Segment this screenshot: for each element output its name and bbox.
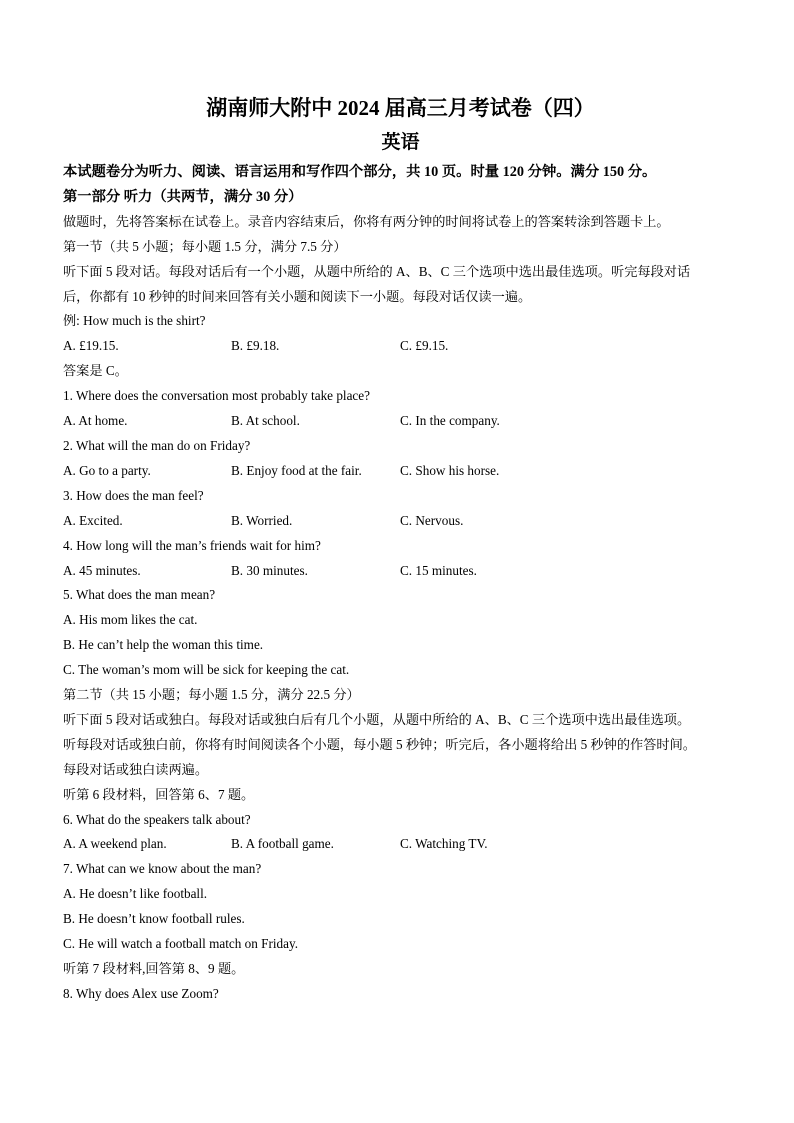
option-b: B. Worried. <box>231 512 293 528</box>
example-question: 例: How much is the shirt? <box>63 313 206 329</box>
section2-instruction-line3: 每段对话或独白读两遍。 <box>63 761 209 777</box>
section2-instruction-line2: 听每段对话或独白前，你将有时间阅读各个小题，每小题 5 秒钟；听完后，各小题将给出 5 秒钟的作答时间。 <box>63 736 696 752</box>
option-a: A. Go to a party. <box>63 462 151 478</box>
question-3: 3. How does the man feel? <box>63 487 204 503</box>
option-a: A. At home. <box>63 413 128 429</box>
option-c: C. 15 minutes. <box>400 562 477 578</box>
option-b: B. Enjoy food at the fair. <box>231 462 362 478</box>
part1-instruction: 做题时，先将答案标在试卷上。录音内容结束后，你将有两分钟的时间将试卷上的答案转涂到答题卡上。 <box>63 213 670 229</box>
question-1: 1. Where does the conversation most probably take place? <box>63 388 370 404</box>
option-b: B. At school. <box>231 413 300 429</box>
section1-instruction-line1: 听下面 5 段对话。每段对话后有一个小题，从题中所给的 A、B、C 三个选项中选出最佳选项。听完每段对话 <box>63 263 691 279</box>
option-b: B. £9.18. <box>231 338 280 354</box>
question-3-options <box>63 509 738 534</box>
section2-heading: 第二节（共 15 小题；每小题 1.5 分，满分 22.5 分） <box>63 687 360 703</box>
section2-instruction-line1: 听下面 5 段对话或独白。每段对话或独白后有几个小题，从题中所给的 A、B、C 三个选项中选出最佳选项。 <box>63 711 691 727</box>
option-a: A. Excited. <box>63 512 123 528</box>
question-4-options <box>63 559 738 584</box>
part1-heading: 第一部分 听力（共两节，满分 30 分） <box>63 188 303 205</box>
option-b: B. A football game. <box>231 836 334 852</box>
option-c: C. Watching TV. <box>400 836 488 852</box>
option-c: C. £9.15. <box>400 338 449 354</box>
question-1-options <box>63 409 738 434</box>
material-6-heading: 听第 6 段材料，回答第 6、7 题。 <box>63 786 255 802</box>
question-5: 5. What does the man mean? <box>63 587 216 603</box>
question-5-option-b: B. He can’t help the woman this time. <box>63 637 264 653</box>
option-a: A. A weekend plan. <box>63 836 167 852</box>
exam-title: 湖南师大附中 2024 届高三月考试卷（四） <box>206 96 595 120</box>
example-options <box>63 334 738 359</box>
section1-heading: 第一节（共 5 小题；每小题 1.5 分，满分 7.5 分） <box>63 238 347 254</box>
exam-intro: 本试题卷分为听力、阅读、语言运用和写作四个部分，共 10 页。时量 120 分钟。满分 150 分。 <box>63 164 657 180</box>
material-7-heading: 听第 7 段材料,回答第 8、9 题。 <box>63 961 245 976</box>
question-2-options <box>63 459 738 484</box>
option-b: B. 30 minutes. <box>231 562 308 578</box>
question-8: 8. Why does Alex use Zoom? <box>63 985 219 1001</box>
option-a: A. £19.15. <box>63 338 119 354</box>
question-5-option-c: C. The woman’s mom will be sick for keeping the cat. <box>63 662 350 678</box>
question-5-option-a: A. His mom likes the cat. <box>63 612 198 628</box>
question-4: 4. How long will the man’s friends wait for him? <box>63 537 321 553</box>
question-6: 6. What do the speakers talk about? <box>63 811 251 827</box>
option-a: A. 45 minutes. <box>63 562 141 578</box>
question-7: 7. What can we know about the man? <box>63 861 262 877</box>
question-7-option-a: A. He doesn’t like football. <box>63 886 208 902</box>
option-c: C. In the company. <box>400 413 500 429</box>
question-6-options <box>63 832 738 857</box>
example-answer: 答案是 C。 <box>63 363 128 379</box>
question-2: 2. What will the man do on Friday? <box>63 437 251 453</box>
question-7-option-b: B. He doesn’t know football rules. <box>63 911 245 927</box>
option-c: C. Nervous. <box>400 512 464 528</box>
section1-instruction-line2: 后，你都有 10 秒钟的时间来回答有关小题和阅读下一小题。每段对话仅读一遍。 <box>63 288 532 304</box>
question-7-option-c: C. He will watch a football match on Friday. <box>63 936 298 952</box>
subject-title: 英语 <box>381 132 420 153</box>
option-c: C. Show his horse. <box>400 462 500 478</box>
